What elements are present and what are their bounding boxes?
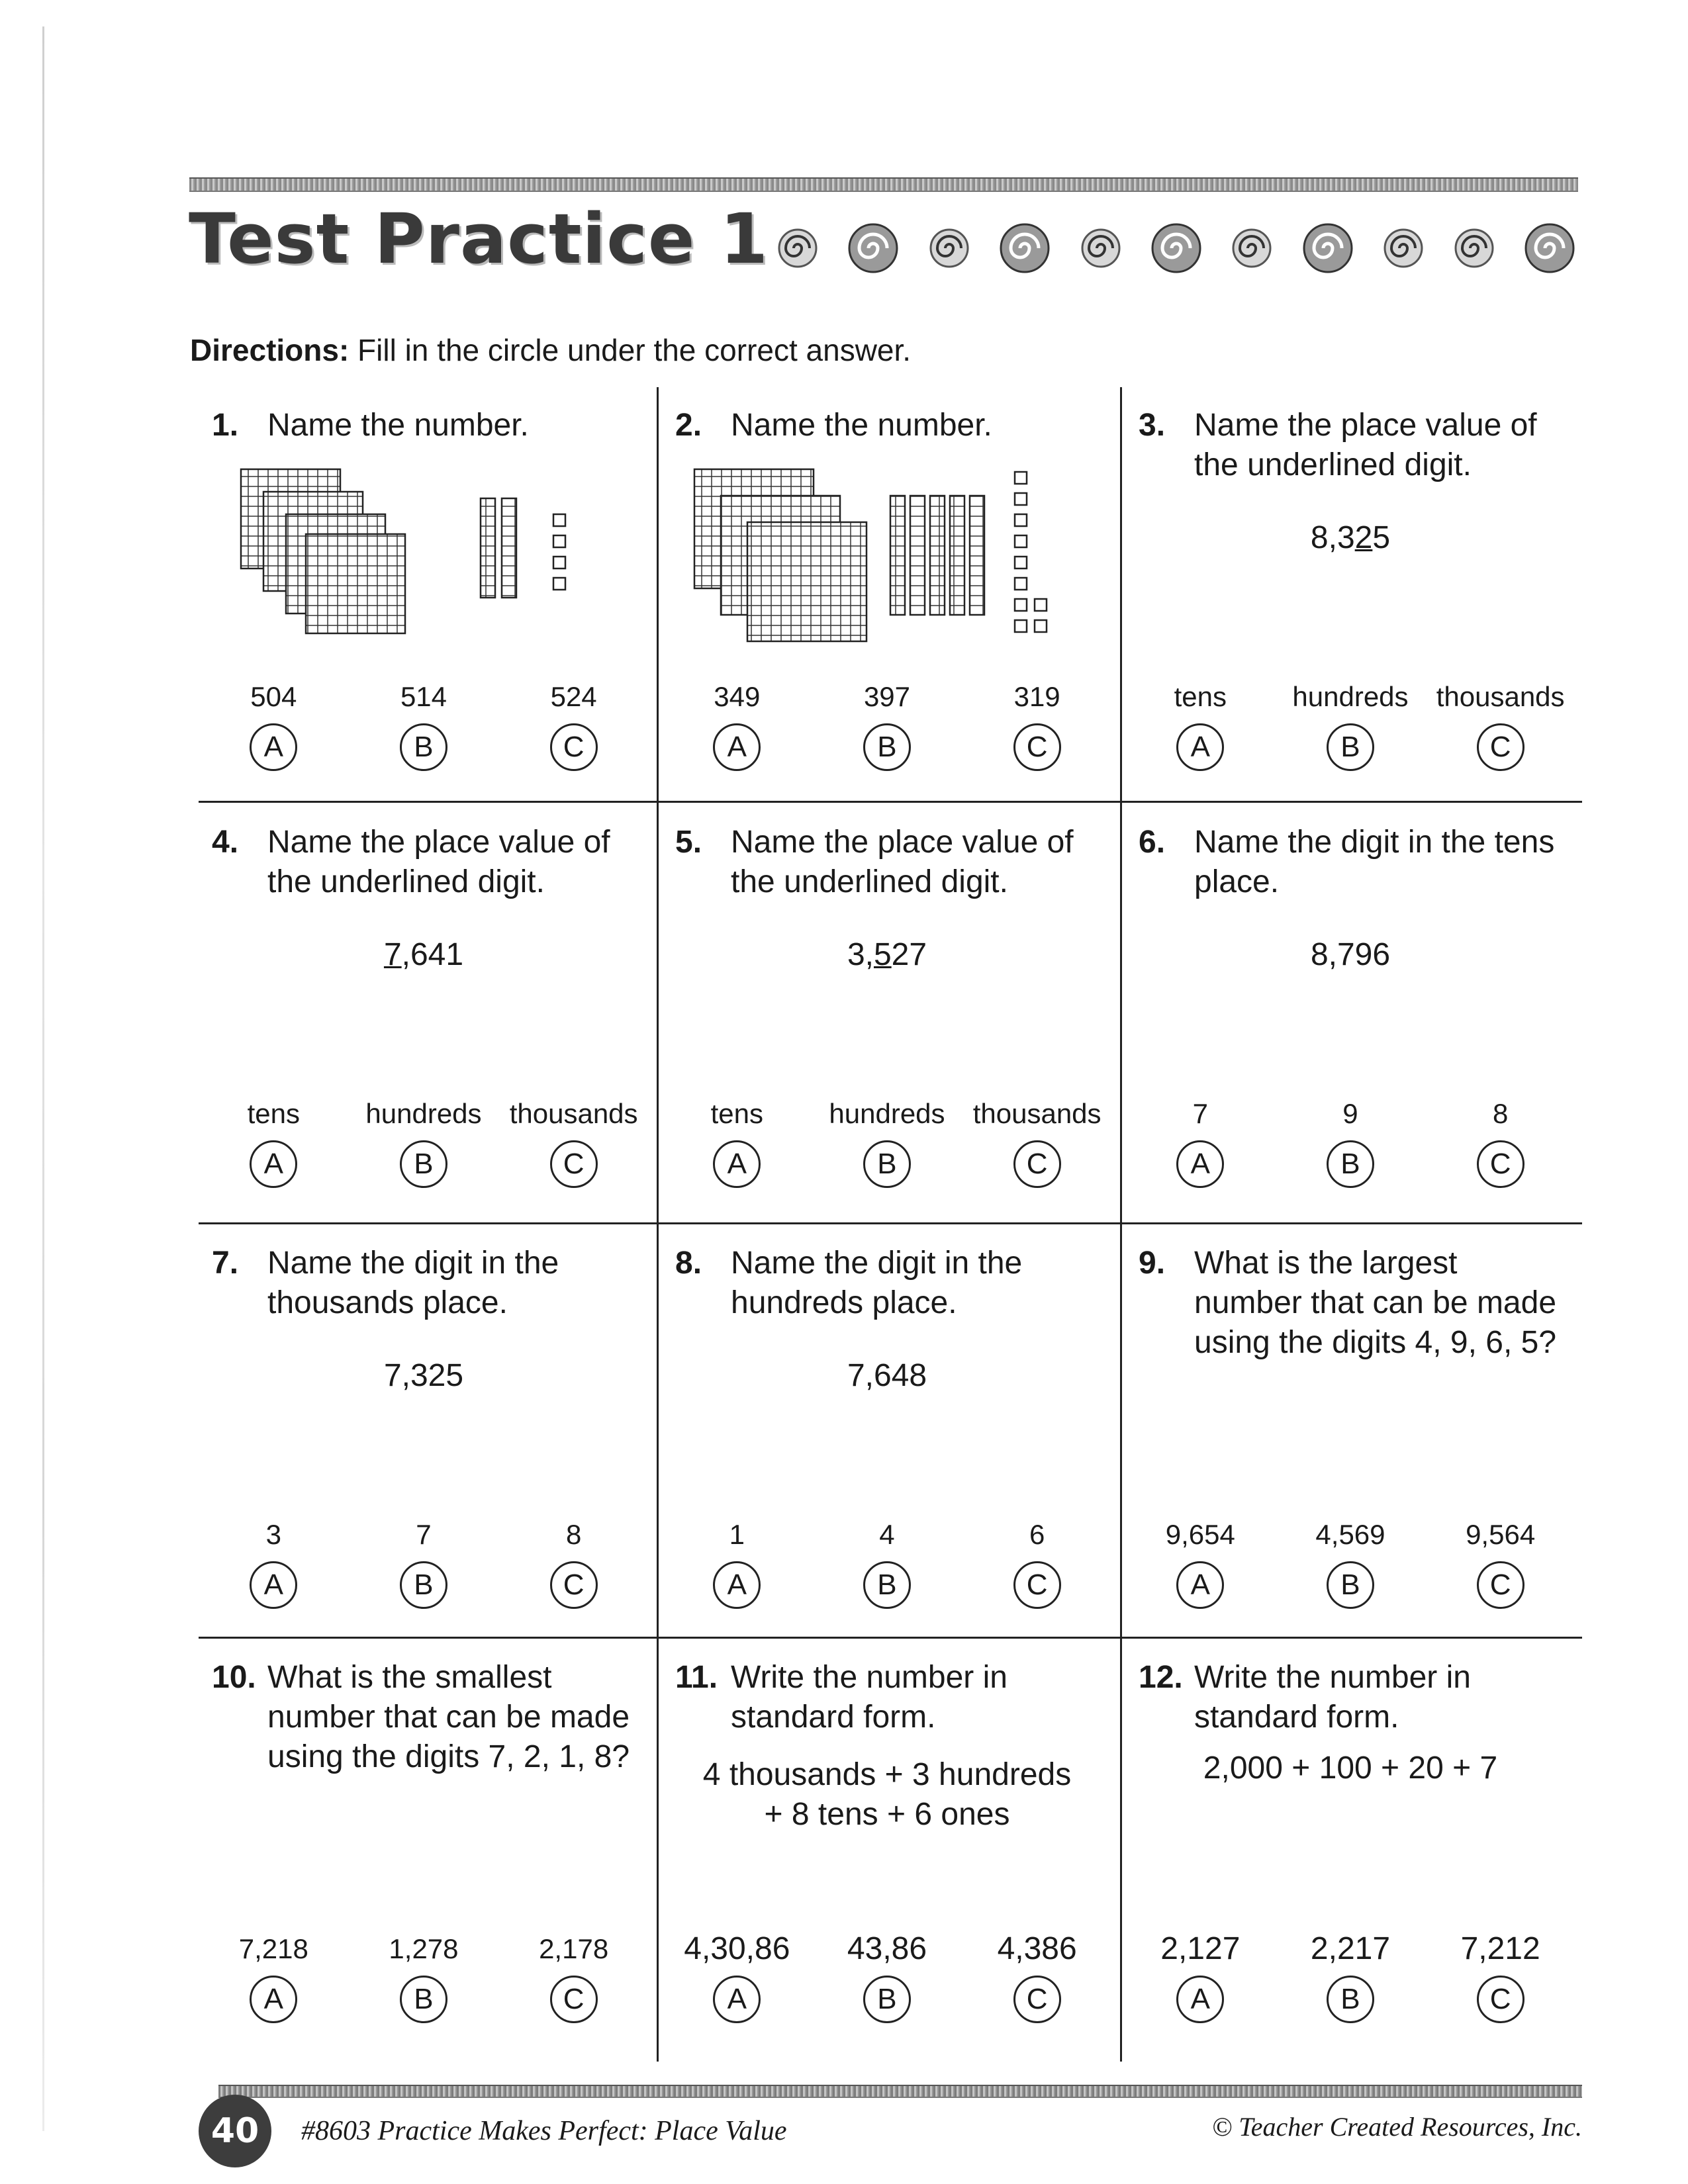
question-11 [662, 1639, 1112, 2050]
answer-bubble-b[interactable]: B [1327, 1561, 1374, 1609]
choice-a[interactable] [204, 1516, 343, 1609]
question-text: Name the place value of the underlined digit. [267, 825, 610, 899]
answer-bubble-c[interactable]: C [550, 1140, 598, 1188]
question-number: 11. [675, 1660, 718, 1695]
question-5 [662, 804, 1112, 1214]
choice-c-value: 8 [1492, 1098, 1509, 1129]
question-stem: 7,648 [847, 1358, 927, 1393]
choice-b-value: hundreds [829, 1098, 945, 1129]
choice-c[interactable] [504, 1095, 643, 1188]
choice-c[interactable] [968, 1095, 1107, 1188]
question-text: Write the number in standard form. [1194, 1660, 1471, 1735]
choice-c-value: 8 [565, 1519, 582, 1550]
choice-b[interactable] [818, 1516, 957, 1609]
choice-b[interactable] [1281, 678, 1420, 771]
choice-a[interactable] [204, 1931, 343, 2023]
question-4 [199, 804, 649, 1214]
choice-b-value: hundreds [365, 1098, 482, 1129]
answer-bubble-a[interactable]: A [1176, 723, 1224, 771]
answer-choices [662, 1516, 1112, 1609]
question-1 [199, 387, 649, 797]
answer-bubble-b[interactable]: B [400, 1140, 447, 1188]
question-number: 5. [675, 825, 702, 860]
question-text: Name the number. [731, 408, 992, 443]
choice-c[interactable] [1431, 1516, 1570, 1609]
question-text: Name the place value of the underlined digit. [1194, 408, 1537, 482]
answer-bubble-a[interactable]: A [1176, 1140, 1224, 1188]
answer-bubble-b[interactable]: B [1327, 1140, 1374, 1188]
question-text: Name the digit in the thousands place. [267, 1246, 559, 1320]
underlined-digit: 7 [383, 937, 402, 972]
answer-bubble-a[interactable]: A [1176, 1976, 1224, 2023]
answer-bubble-b[interactable]: B [863, 723, 911, 771]
answer-choices [199, 1516, 649, 1609]
choice-a[interactable] [667, 1095, 806, 1188]
choice-b-value: 514 [400, 681, 447, 712]
grid-divider-horizontal [199, 1222, 1582, 1224]
answer-bubble-c[interactable]: C [1013, 1976, 1061, 2023]
choice-a[interactable] [667, 1516, 806, 1609]
question-stem: 7,641 [383, 937, 464, 972]
choice-b[interactable] [354, 1516, 493, 1609]
directions-text: Fill in the circle under the correct answer. [357, 333, 912, 367]
question-9 [1125, 1225, 1575, 1635]
answer-bubble-c[interactable]: C [1013, 723, 1061, 771]
answer-bubble-b[interactable]: B [863, 1140, 911, 1188]
choice-c-value: 2,178 [539, 1933, 609, 1964]
answer-bubble-a[interactable]: A [713, 1976, 761, 2023]
question-6 [1125, 804, 1575, 1214]
choice-a-value: 349 [714, 681, 761, 712]
choice-a-value: tens [247, 1098, 301, 1129]
question-number: 12. [1139, 1660, 1183, 1695]
question-12 [1125, 1639, 1575, 2050]
question-10 [199, 1639, 649, 2050]
answer-bubble-a[interactable]: A [250, 1140, 297, 1188]
choice-c[interactable] [968, 1516, 1107, 1609]
choice-b[interactable] [1281, 1931, 1420, 2023]
answer-bubble-c[interactable]: C [1013, 1140, 1061, 1188]
swirl-icon [1521, 220, 1578, 277]
choice-b[interactable] [1281, 1095, 1420, 1188]
answer-choices [1125, 1516, 1575, 1609]
question-8 [662, 1225, 1112, 1635]
choice-b-value: 4,569 [1315, 1519, 1385, 1550]
swirl-icon [774, 225, 821, 271]
swirl-icon [1148, 220, 1205, 277]
choice-b-value: 397 [863, 681, 911, 712]
answer-bubble-c[interactable]: C [1477, 1561, 1524, 1609]
answer-bubble-c[interactable]: C [550, 1976, 598, 2023]
answer-choices [199, 1931, 649, 2023]
question-text: Name the digit in the tens place. [1194, 825, 1555, 899]
swirl-icon [1380, 225, 1427, 271]
answer-bubble-a[interactable]: A [713, 1140, 761, 1188]
question-number: 9. [1139, 1246, 1166, 1281]
answer-bubble-a[interactable]: A [250, 1976, 297, 2023]
swirl-icon [1078, 225, 1124, 271]
footer-book-title: #8603 Practice Makes Perfect: Place Value [301, 2116, 787, 2146]
choice-b-value: 9 [1342, 1098, 1358, 1129]
base-ten-blocks-image [692, 467, 1089, 665]
swirl-icon [996, 220, 1053, 277]
choice-a[interactable] [667, 1931, 806, 2023]
question-text: Name the digit in the hundreds place. [731, 1246, 1023, 1320]
choice-b[interactable] [818, 678, 957, 771]
question-stem: 2,000 + 100 + 20 + 7 [1203, 1751, 1498, 1786]
choice-a-value: 3 [265, 1519, 281, 1550]
question-number: 4. [212, 825, 239, 860]
choice-c[interactable] [968, 678, 1107, 771]
choice-a[interactable] [204, 1095, 343, 1188]
choice-c-value: 9,564 [1466, 1519, 1536, 1550]
choice-c[interactable] [1431, 1931, 1570, 2023]
answer-choices [662, 1931, 1112, 2023]
question-3 [1125, 387, 1575, 797]
choice-a[interactable] [204, 678, 343, 771]
choice-a-value: tens [1174, 681, 1227, 712]
choice-c-value: 7,212 [1460, 1931, 1540, 1966]
choice-c-value: 6 [1029, 1519, 1045, 1550]
choice-b[interactable] [354, 1931, 493, 2023]
choice-c[interactable] [504, 678, 643, 771]
answer-choices [1125, 1095, 1575, 1188]
choice-c[interactable] [1431, 678, 1570, 771]
answer-bubble-b[interactable]: B [400, 723, 447, 771]
question-text: What is the largest number that can be made using the digits 4, 9, 6, 5? [1194, 1246, 1557, 1360]
question-text: Name the number. [267, 408, 529, 443]
answer-bubble-c[interactable]: C [1477, 723, 1524, 771]
answer-bubble-c[interactable]: C [1013, 1561, 1061, 1609]
question-stem: 7,325 [383, 1358, 464, 1393]
answer-bubble-a[interactable]: A [250, 1561, 297, 1609]
choice-a-value: 4,30,86 [684, 1931, 790, 1966]
choice-b-value: hundreds [1292, 681, 1409, 712]
choice-a-value: 7 [1192, 1098, 1208, 1129]
answer-bubble-c[interactable]: C [550, 1561, 598, 1609]
answer-bubble-c[interactable]: C [1477, 1976, 1524, 2023]
choice-a[interactable] [1131, 678, 1270, 771]
page-number-badge: 40 [199, 2095, 271, 2167]
answer-choices [1125, 678, 1575, 771]
swirl-icon [845, 220, 902, 277]
choice-a[interactable] [1131, 1095, 1270, 1188]
choice-b[interactable] [354, 678, 493, 771]
choice-c[interactable] [504, 1516, 643, 1609]
answer-bubble-b[interactable]: B [1327, 723, 1374, 771]
footer-copyright: © Teacher Created Resources, Inc. [1211, 2112, 1582, 2142]
choice-a-value: 7,218 [238, 1933, 308, 1964]
choice-a-value: 504 [250, 681, 297, 712]
question-stem: 3,527 [847, 937, 927, 972]
answer-bubble-b[interactable]: B [400, 1976, 447, 2023]
choice-b[interactable] [1281, 1516, 1420, 1609]
question-2 [662, 387, 1112, 797]
directions [190, 332, 911, 368]
choice-b-value: 1,278 [389, 1933, 459, 1964]
grid-divider-horizontal [199, 1637, 1582, 1639]
question-number: 2. [675, 408, 702, 443]
choice-b[interactable] [818, 1931, 957, 2023]
grid-divider-vertical [1120, 387, 1122, 2062]
left-margin-line [42, 26, 44, 2131]
choice-c-value: thousands [509, 1098, 638, 1129]
grid-divider-vertical [657, 387, 659, 2062]
choice-c-value: 524 [550, 681, 597, 712]
question-number: 7. [212, 1246, 239, 1281]
question-stem: 4 thousands + 3 hundreds + 8 tens + 6 ones [702, 1757, 1072, 1832]
question-number: 6. [1139, 825, 1166, 860]
choice-b-value: 7 [416, 1519, 432, 1550]
answer-bubble-c[interactable]: C [1477, 1140, 1524, 1188]
question-7 [199, 1225, 649, 1635]
question-number: 10. [212, 1660, 256, 1695]
choice-b-value: 43,86 [847, 1931, 927, 1966]
answer-bubble-c[interactable]: C [550, 723, 598, 771]
choice-c[interactable] [504, 1931, 643, 2023]
choice-c-value: thousands [1436, 681, 1565, 712]
choice-b-value: 4 [879, 1519, 895, 1550]
answer-bubble-b[interactable]: B [863, 1976, 911, 2023]
choice-c-value: thousands [972, 1098, 1102, 1129]
page-title: Test Practice 1 [189, 199, 769, 279]
answer-choices [662, 1095, 1112, 1188]
answer-choices [662, 678, 1112, 771]
answer-bubble-a[interactable]: A [713, 1561, 761, 1609]
answer-bubble-b[interactable]: B [400, 1561, 447, 1609]
grid-divider-horizontal [199, 801, 1582, 803]
question-number: 1. [212, 408, 239, 443]
choice-b-value: 2,217 [1310, 1931, 1391, 1966]
question-number: 8. [675, 1246, 702, 1281]
header-rule [189, 177, 1578, 192]
choice-a-value: 2,127 [1160, 1931, 1241, 1966]
choice-a[interactable] [1131, 1931, 1270, 2023]
underlined-digit: 2 [1354, 520, 1373, 555]
question-stem: 8,325 [1310, 520, 1391, 555]
answer-choices [199, 1095, 649, 1188]
choice-a[interactable] [1131, 1516, 1270, 1609]
choice-b[interactable] [818, 1095, 957, 1188]
question-text: Name the place value of the underlined digit. [731, 825, 1074, 899]
choice-a-value: 1 [729, 1519, 745, 1550]
choice-b[interactable] [354, 1095, 493, 1188]
question-stem: 8,796 [1310, 937, 1391, 972]
swirl-icon [1229, 225, 1275, 271]
choice-a-value: 9,654 [1165, 1519, 1235, 1550]
choice-c-value: 319 [1013, 681, 1060, 712]
question-text: What is the smallest number that can be made using the digits 7, 2, 1, 8? [267, 1660, 630, 1774]
question-grid [199, 387, 1582, 2062]
question-text: Write the number in standard form. [731, 1660, 1008, 1735]
swirl-icon [926, 225, 972, 271]
choice-c[interactable] [1431, 1095, 1570, 1188]
answer-bubble-a[interactable]: A [250, 723, 297, 771]
answer-bubble-a[interactable]: A [713, 723, 761, 771]
answer-choices [199, 678, 649, 771]
choice-c[interactable] [968, 1931, 1107, 2023]
choice-a-value: tens [710, 1098, 764, 1129]
swirl-icon [1299, 220, 1356, 277]
decorative-swirls [774, 218, 1578, 278]
answer-bubble-b[interactable]: B [863, 1561, 911, 1609]
underlined-digit: 5 [873, 937, 892, 972]
footer-rule [218, 2085, 1582, 2098]
choice-a[interactable] [667, 678, 806, 771]
question-number: 3. [1139, 408, 1166, 443]
answer-bubble-a[interactable]: A [1176, 1561, 1224, 1609]
directions-label: Directions: [190, 333, 350, 367]
swirl-icon [1451, 225, 1497, 271]
base-ten-blocks-image [238, 467, 583, 665]
answer-bubble-b[interactable]: B [1327, 1976, 1374, 2023]
choice-c-value: 4,386 [997, 1931, 1077, 1966]
answer-choices [1125, 1931, 1575, 2023]
